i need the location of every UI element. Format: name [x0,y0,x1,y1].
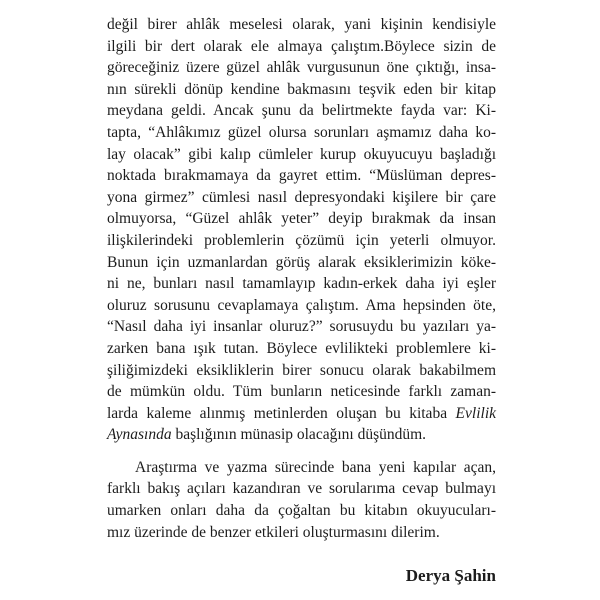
text-segment: farklı bakış açıları kazandıran ve sorularıma cevap bulmayı [107,480,496,498]
text-line [107,208,496,230]
text-segment: değil birer ahlâk meselesi olarak, yani kişinin kendisiyle [107,16,496,33]
text-segment: umarken onları daha da çoğaltan bu kitabın okuyucuları- [107,502,496,520]
text-line [107,424,496,446]
text-segment: göreceğiniz üzere güzel ahlâk vurgusunun öne çıktığı, insa- [107,59,496,77]
paragraph [107,14,496,446]
text-segment: lay olacak” gibi kalıp cümleler kurup okuyucuyu başladığı [107,145,496,163]
book-title-italic: Evlilik [455,404,496,422]
text-line [107,522,496,544]
text-line [107,457,496,479]
text-line [107,100,496,122]
text-block [107,14,496,587]
text-segment: zarken bana ışık tutan. Böylece evlilikteki problemlere ki- [107,339,496,357]
text-segment: nın sürekli dönüp kendine bakmasını teşvik eden bir kitap [107,80,496,98]
book-title-italic: Aynasında [107,426,172,444]
text-line [107,360,496,382]
text-segment: yona girmez” cümlesi nasıl depresyondaki kişilere bir çare [107,188,496,206]
text-line [107,187,496,209]
text-segment: noktada bırakmamaya da gayret ettim. “Müslüman depres- [107,167,496,185]
text-line [107,316,496,338]
text-segment: ilişkilerindeki problemlerin çözümü için yeterli olmuyor. [107,231,496,249]
text-segment: Araştırma ve yazma sürecinde bana yeni kapılar açan, [135,458,496,476]
text-segment: de mümkün oldu. Tüm bunların neticesinde farklı zaman- [107,383,496,401]
text-line [107,273,496,295]
author-signature: Derya Şahin [405,566,496,586]
text-segment: ni ne, bunları nasıl tamamlayıp kadın-erkek daha iyi eşler [107,275,496,293]
text-segment: tapta, “Ahlâkımız güzel olursa sorunları aşmamız daha ko- [107,123,496,141]
paragraph [107,457,496,543]
text-segment: Bunun için uzmanlardan görüş alarak eksiklerimizin köke- [107,253,496,271]
text-line [107,230,496,252]
text-line [107,165,496,187]
text-line [107,144,496,166]
text-line [107,403,496,425]
text-line [107,295,496,317]
text-segment: ilgili bir dert olarak ele almaya çalıştım.Böylece sizin de [107,37,496,55]
text-line [107,478,496,500]
text-line [107,57,496,79]
text-line [107,36,496,58]
text-line [107,79,496,101]
text-segment: başlığının münasip olacağını düşündüm. [171,426,427,444]
text-segment: oluruz sorusunu cevaplamaya çalıştım. Ama hepsinden öte, [107,296,496,314]
text-segment: şiliğimizdeki eksikliklerin birer sonucu olarak bakabilmem [107,361,496,379]
text-line [107,122,496,144]
text-line [107,381,496,403]
text-segment: meydana geldi. Ancak şunu da belirtmekte fayda var: Ki- [107,102,496,120]
text-line [107,252,496,274]
text-line [107,500,496,522]
text-line [107,338,496,360]
text-line [107,14,496,36]
text-segment: mız üzerinde de benzer etkileri oluşturmasını dilerim. [107,523,440,541]
text-segment: “Nasıl daha iyi insanlar oluruz?” sorusuydu bu yazıları ya- [107,318,496,336]
text-segment: larda kaleme alınmış metinlerden oluşan bu kitaba [107,404,456,422]
text-segment: olmuyorsa, “Güzel ahlâk yeter” deyip bırakmak da insan [107,210,496,228]
